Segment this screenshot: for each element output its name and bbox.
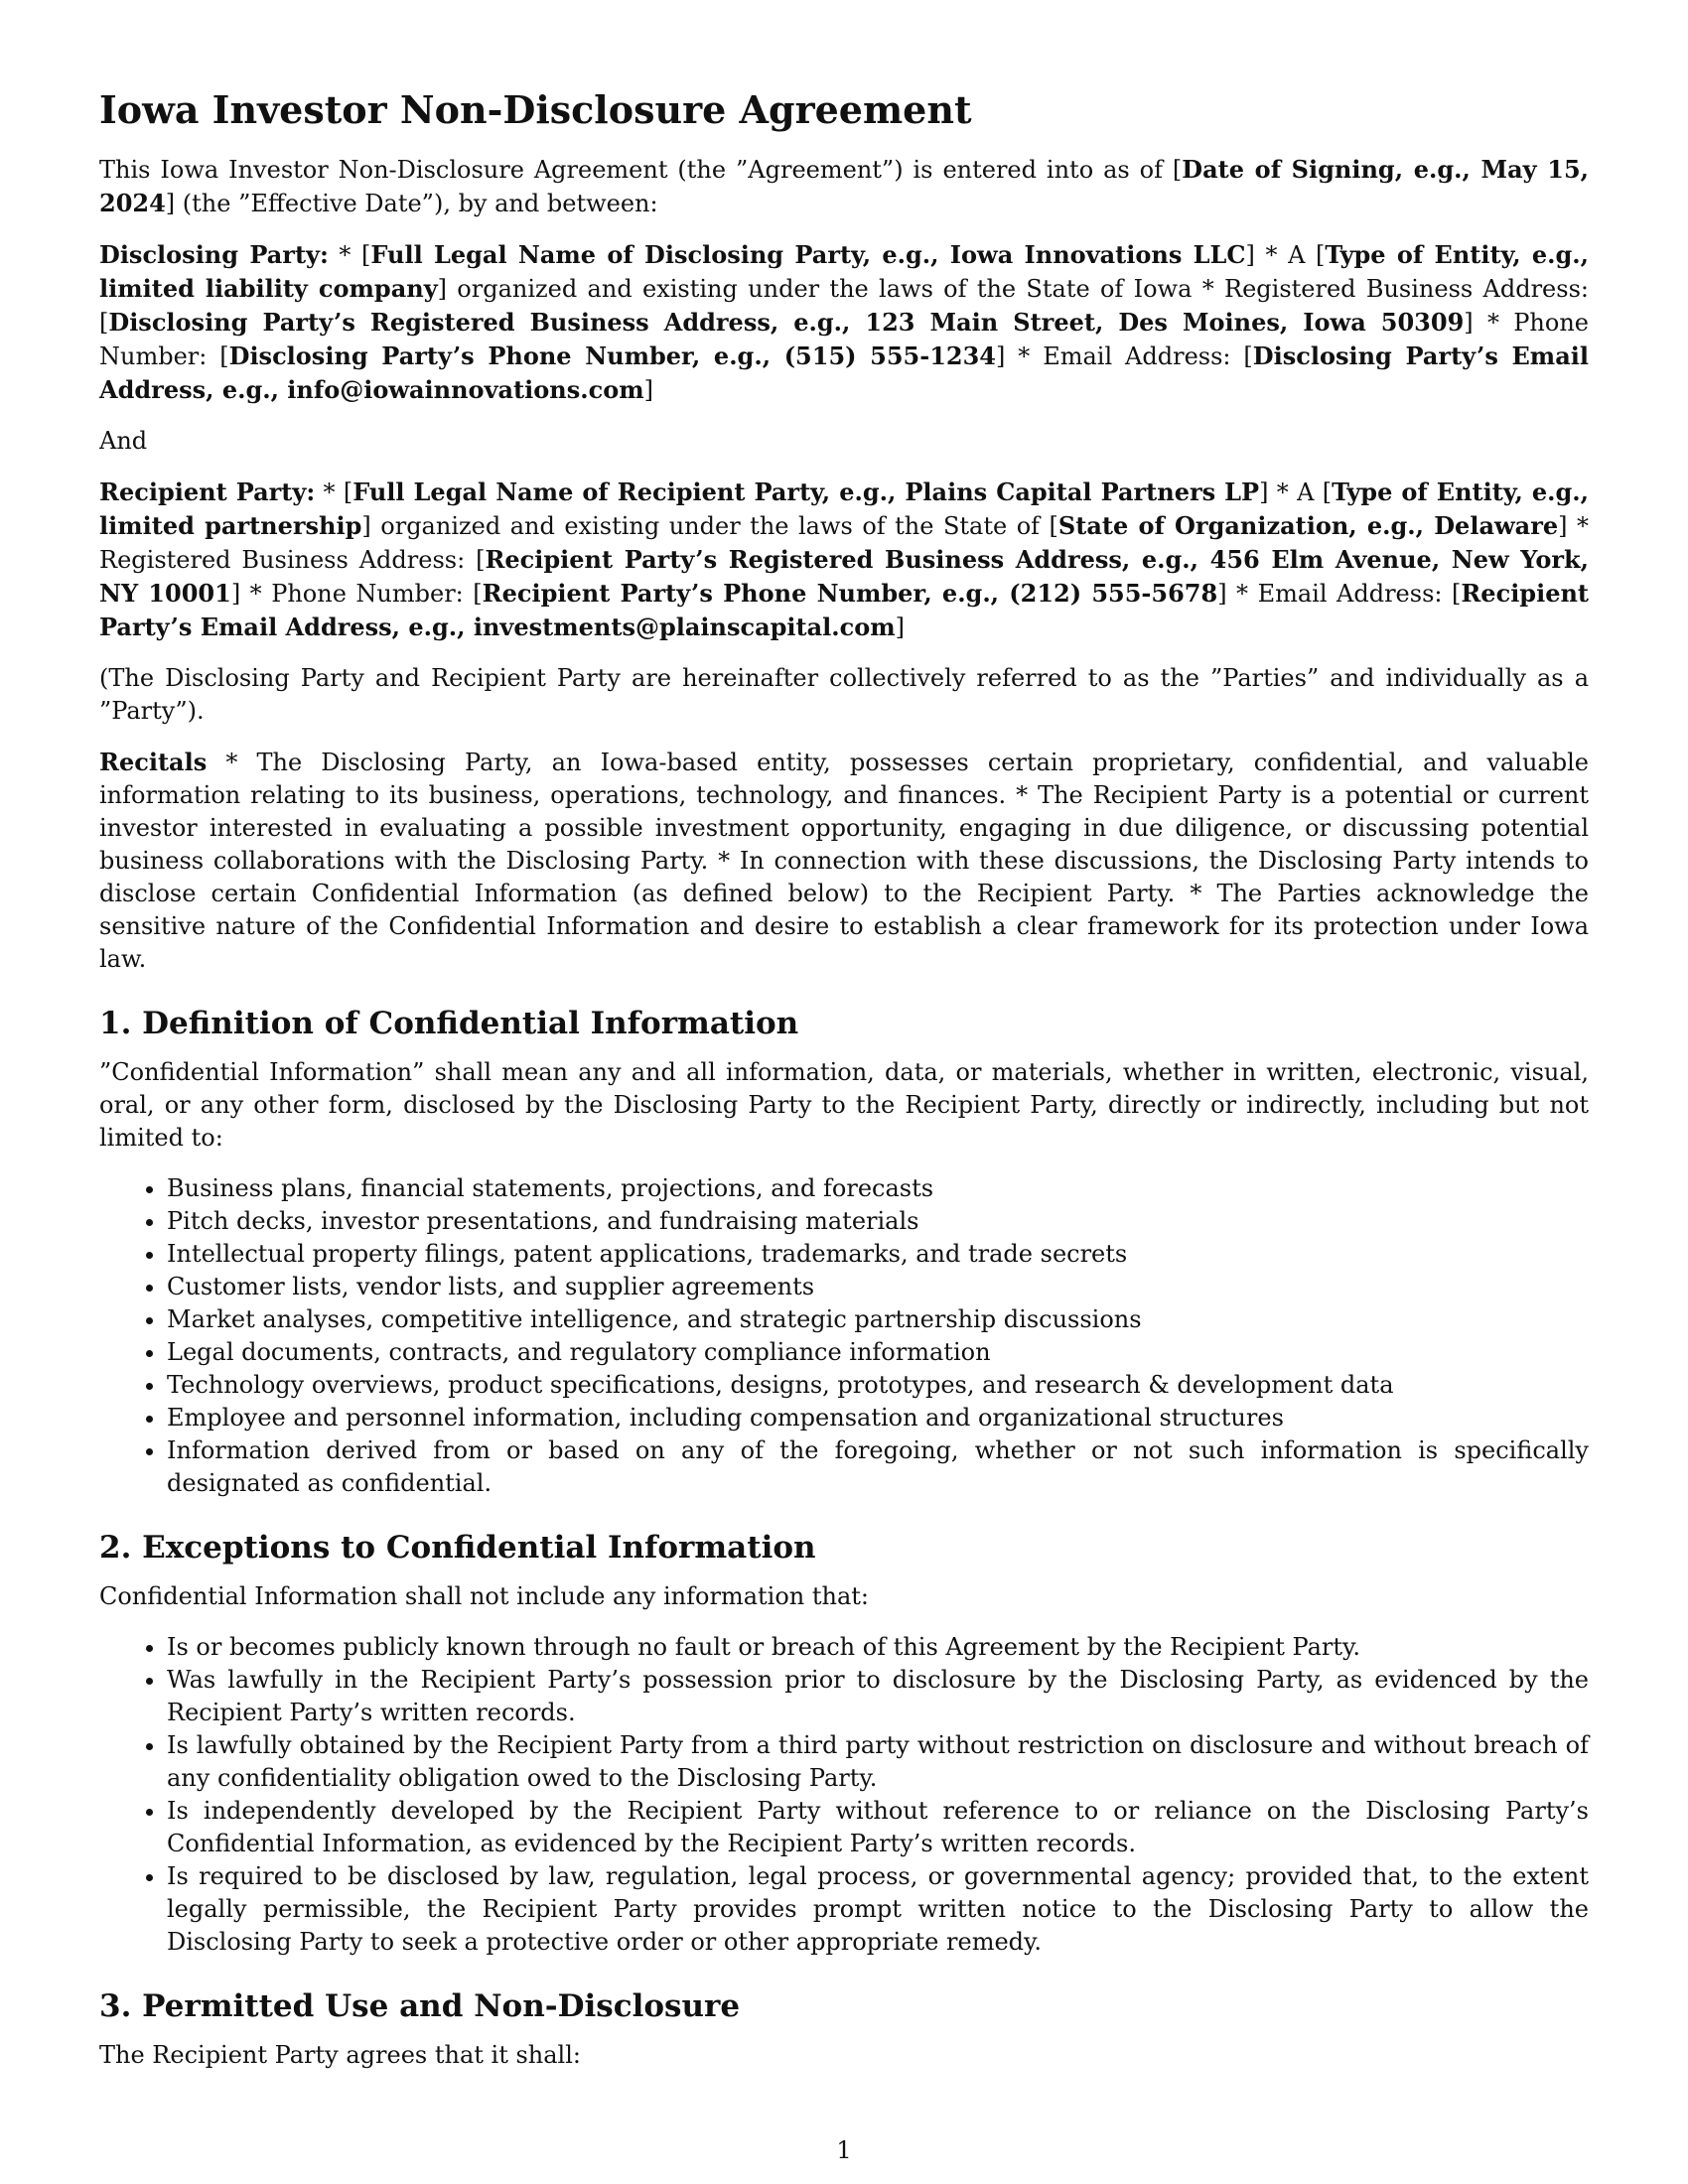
section-3-heading: 3. Permitted Use and Non-Disclosure [99,1987,741,2024]
section-2-intro: Confidential Information shall not include any information that: [99,1581,869,1610]
text-run: ] (the ”Effective Date”), by and between: [165,189,658,217]
text-run: ] [643,375,653,404]
list-item: • Business plans, financial statements, projections, and forecasts [167,1172,1589,1205]
bold-run: State of Organization, e.g., Delaware [1057,510,1559,540]
list-item: • Pitch decks, investor presentations, and fundraising materials [167,1205,1589,1238]
section-3-intro: The Recipient Party agrees that it shall: [99,2041,581,2070]
intro-paragraph [99,153,1589,220]
text-run: ] * Email Address: [ [1217,579,1462,608]
text-run: This Iowa Investor Non-Disclosure Agreement (the ”Agreement”) is entered into as of [ [99,155,1183,184]
list-item: • Is lawfully obtained by the Recipient Party from a third party without restriction on disclosure and without breach of any confidentiality obligation owed to the Disclosing Party. [167,1729,1589,1795]
list-item: • Was lawfully in the Recipient Party’s possession prior to disclosure by the Disclosing Party, as evidenced by the Recipient Party’s written records. [167,1664,1589,1729]
recipient-party-paragraph [99,476,1589,644]
text-run: * [ [328,240,371,269]
text-run: ] organized and existing under the laws of the State of [ [361,511,1058,540]
text-run: ] * Phone Number: [ [99,308,1589,370]
bold-run: Recipient Party’s Phone Number, e.g., (212) 555-5678 [482,578,1218,608]
list-item: • Intellectual property filings, patent applications, trademarks, and trade secrets [167,1238,1589,1271]
list-item: • Is independently developed by the Recipient Party without reference to or reliance on the Disclosing Party’s Confidential Information, as evidenced by the Recipient Party’s written records. [167,1795,1589,1860]
list-item: • Information derived from or based on any of the foregoing, whether or not such information is specifically designated as confidential. [167,1434,1589,1500]
bold-run: Type of Entity, e.g., limited liability company [99,239,1589,303]
section-1-intro: ”Confidential Information” shall mean any and all information, data, or materials, whether in written, electronic, visual, oral, or any other form, disclosed by the Disclosing Party to the Recipient Party, directly or indirectly, including but not limited to: [99,1057,1589,1152]
bold-run: Disclosing Party: [99,239,329,269]
list-item: • Market analyses, competitive intelligence, and strategic partnership discussions [167,1303,1589,1336]
bold-run: Disclosing Party’s Phone Number, e.g., (515) 555-1234 [228,341,996,370]
list-item: • Technology overviews, product specifications, designs, prototypes, and research & development data [167,1369,1589,1402]
text-run: ] organized and existing under the laws of the State of Iowa * Registered Business Address: [ [99,274,1589,337]
bold-run: Full Legal Name of Disclosing Party, e.g., Iowa Innovations LLC [370,239,1246,269]
section-1-heading: 1. Definition of Confidential Information [99,1005,799,1041]
bold-run: Recipient Party’s Email Address, e.g., investments@plainscapital.com [99,578,1590,641]
text-run: ] * A [ [1245,240,1326,269]
text-run: * [ [315,478,353,506]
list-item: • Customer lists, vendor lists, and supplier agreements [167,1271,1589,1303]
section-1-list [99,1172,1589,1500]
bold-run: Disclosing Party’s Registered Business Address, e.g., 123 Main Street, Des Moines, Iowa 50309 [108,307,1465,337]
text-run: ] * A [ [1259,478,1333,506]
list-item: • Is required to be disclosed by law, regulation, legal process, or governmental agency; provided that, to the extent legally permissible, the Recipient Party provides prompt written notice to the Disclosing Party to allow the Disclosing Party to seek a protective order or other appropriate remedy. [167,1860,1589,1959]
recitals-paragraph [99,746,1589,976]
text-run: ] [895,613,906,641]
document-title: Iowa Investor Non-Disclosure Agreement [99,87,972,132]
bold-run: Date of Signing, e.g., May 15, 2024 [99,154,1589,217]
text-run: ] * Registered Business Address: [ [99,511,1589,574]
section-2-list [99,1631,1589,1959]
text-run: * The Disclosing Party, an Iowa-based entity, possesses certain proprietary, confidential, and valuable information relating to its business, operations, technology, and finances. * The Recipient Party is a potential or current investor interested in evaluating a possible investment opportunity, engaging in due diligence, or discussing potential business collaborations with the Disclosing Party. * In connection with these discussions, the Disclosing Party intends to disclose certain Confidential Information (as defined below) to the Recipient Party. * The Parties acknowledge the sensitive nature of the Confidential Information and desire to establish a clear framework for its protection under Iowa law. [99,748,1589,973]
bold-run: Full Legal Name of Recipient Party, e.g., Plains Capital Partners LP [352,477,1260,506]
page-number: 1 [836,2136,852,2164]
bold-run: Recipient Party’s Registered Business Address, e.g., 456 Elm Avenue, New York, NY 10001 [99,544,1589,608]
list-item: • Is or becomes publicly known through no fault or breach of this Agreement by the Recipient Party. [167,1631,1589,1664]
text-run: ] * Phone Number: [ [230,579,483,608]
bold-run: Type of Entity, e.g., limited partnership [99,477,1589,540]
text-run: ] * Email Address: [ [996,341,1253,370]
parties-note: (The Disclosing Party and Recipient Party are hereinafter collectively referred to as the ”Parties” and individually as a ”Party”). [99,663,1589,725]
and-text: And [99,426,148,455]
bold-run: Disclosing Party’s Email Address, e.g., info@iowainnovations.com [99,341,1589,404]
list-item: • Legal documents, contracts, and regulatory compliance information [167,1336,1589,1369]
list-item: • Employee and personnel information, including compensation and organizational structures [167,1402,1589,1434]
document-page [99,87,1589,2090]
disclosing-party-paragraph [99,238,1589,407]
section-2-heading: 2. Exceptions to Confidential Information [99,1529,816,1566]
bold-run: Recipient Party: [99,477,316,506]
bold-run: Recitals [99,747,208,776]
